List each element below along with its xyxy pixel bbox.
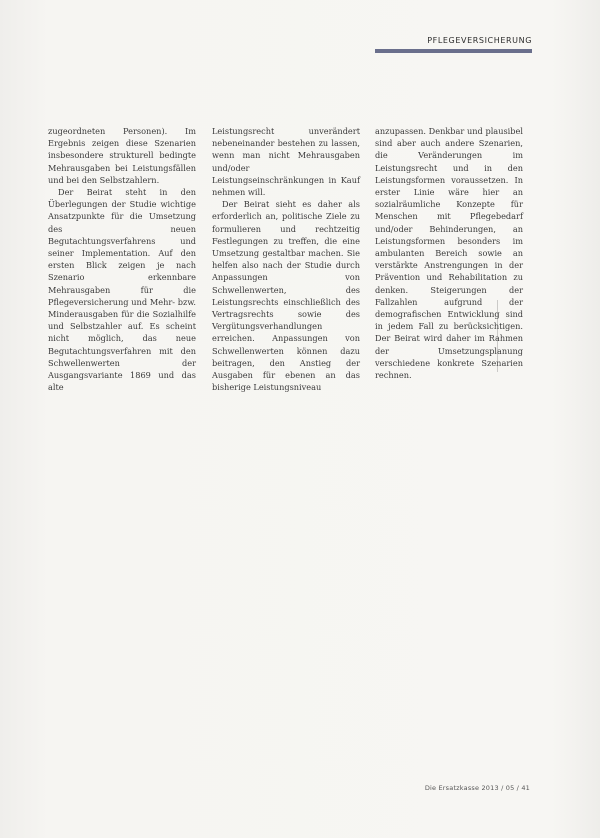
page-footer: Die Ersatzkasse 2013 / 05 / 41 — [424, 784, 530, 792]
section-header: PFLEGEVERSICHERUNG — [427, 36, 532, 45]
paragraph: Der Beirat steht in den Überlegungen der Studie wichtige Ansatzpunkte für die Umsetzung des neuen Begutachtungsverfahrens und seiner Implementation. Auf den ersten Blick zeigen je nach Szenario erkennbare Mehrausgaben für die Pflegeversicherung und Mehr- bzw. Minderausgaben für die Sozialhilfe und Selbstzahler auf. Es scheint nicht möglich, das neue Begutachtungsverfahren mit den Schwellenwerten der Ausgangsvariante 1869 und das alte — [48, 187, 196, 393]
paragraph: zugeordneten Personen). Im Ergebnis zeigen diese Szenarien insbesondere strukturell bedingte Mehrausgaben bei Leistungsfällen und bei den Selbstzahlern. — [48, 126, 196, 185]
paragraph: anzupassen. Denkbar und plausibel sind aber auch andere Szenarien, die Veränderungen im Leistungsrecht und in den Leistungsformen voraussetzen. In erster Linie wäre hier an sozialräumliche Konzepte für Menschen mit Pflegebedarf und/oder Behinderungen, an Leistungsformen besonders im ambulanten Bereich sowie an verstärkte Anstrengungen in der Prävention und Rehabilitation zu denken. Steigerungen der Fallzahlen aufgrund der demografischen Entwicklung sind in jedem Fall zu berücksichtigen. Der Beirat wird daher im Rahmen der Umsetzungsplanung verschiedene konkrete Szenarien rechnen. — [375, 126, 523, 381]
text-column-3 — [375, 125, 523, 381]
paragraph: Leistungsrecht unverändert nebeneinander bestehen zu lassen, wenn man nicht Mehrausgaben und/oder Leistungseinschränkungen in Kauf nehmen will. — [212, 126, 360, 198]
text-column-1 — [48, 125, 196, 393]
scan-fold-line — [497, 300, 498, 372]
header-accent-bar — [375, 49, 532, 53]
text-column-2 — [212, 125, 360, 393]
paragraph: Der Beirat sieht es daher als erforderlich an, politische Ziele zu formulieren und rechtzeitig Festlegungen zu treffen, die eine Umsetzung gestaltbar machen. Sie helfen also nach der Studie durch Anpassungen von Schwellenwerten, des Leistungsrechts einschließlich des Vertragsrechts sowie des Vergütungsverhandlungen erreichen. Anpassungen von Schwellenwerten können dazu beitragen, den Anstieg der Ausgaben für ebenen an das bisherige Leistungsniveau — [212, 199, 360, 393]
